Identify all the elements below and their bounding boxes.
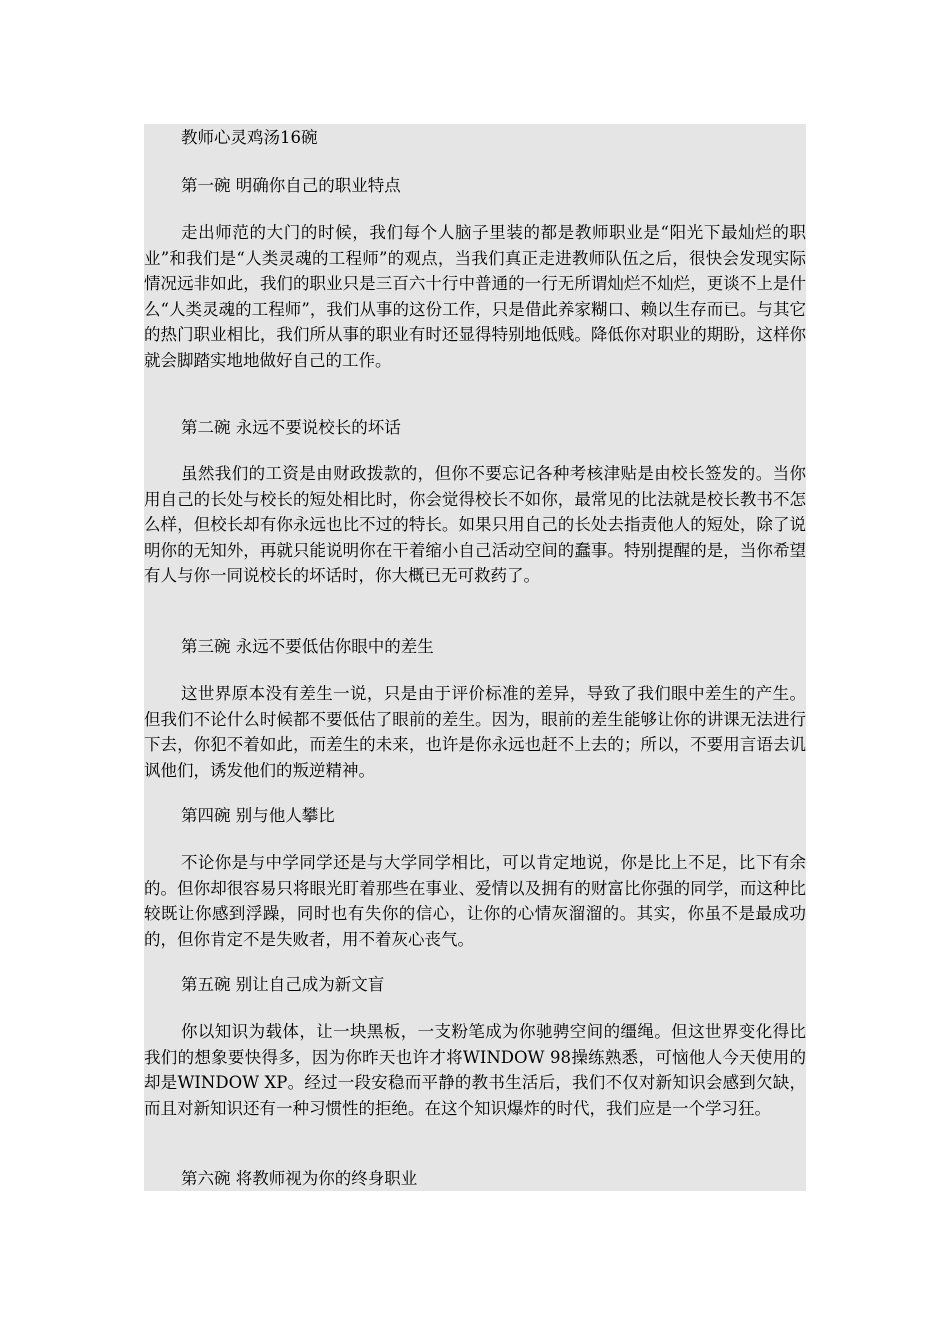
section-3-heading: 第三碗 永远不要低估你眼中的差生 [181,637,434,656]
document-title: 教师心灵鸡汤16碗 [181,128,318,147]
section-4-heading: 第四碗 别与他人攀比 [181,806,335,825]
section-1-heading: 第一碗 明确你自己的职业特点 [181,176,401,195]
section-5-body: 你以知识为载体，让一块黑板，一支粉笔成为你驰骋空间的缰绳。但这世界变化得比我们的想象要快得多，因为你昨天也许才将WINDOW 98操练熟悉，可恼他人今天使用的却是WINDOW XP。经过一段安稳而平静的教书生活后，我们不仅对新知识会感到欠缺，而且对新知识还有一种习惯性的拒绝。在这个知识爆炸的时代，我们应是一个学习狂。 [144,1022,806,1118]
section-4-body: 不论你是与中学同学还是与大学同学相比，可以肯定地说，你是比上不足，比下有余的。但你却很容易只将眼光盯着那些在事业、爱情以及拥有的财富比你强的同学，而这种比较既让你感到浮躁，同时也有失你的信心，让你的心情灰溜溜的。其实，你虽不是最成功的，但你肯定不是失败者，用不着灰心丧气。 [144,853,806,949]
section-3-body: 这世界原本没有差生一说，只是由于评价标准的差异，导致了我们眼中差生的产生。但我们不论什么时候都不要低估了眼前的差生。因为，眼前的差生能够让你的讲课无法进行下去，你犯不着如此，而差生的未来，也许是你永远也赶不上去的；所以，不要用言语去讥讽他们，诱发他们的叛逆精神。 [144,684,806,780]
section-1-body: 走出师范的大门的时候，我们每个人脑子里装的都是教师职业是“阳光下最灿烂的职业”和我们是“人类灵魂的工程师”的观点，当我们真正走进教师队伍之后，很快会发现实际情况远非如此，我们的职业只是三百六十行中普通的一行无所谓灿烂不灿烂，更谈不上是什么“人类灵魂的工程师”，我们从事的这份工作，只是借此养家糊口、赖以生存而已。与其它的热门职业相比，我们所从事的职业有时还显得特别地低贱。降低你对职业的期盼，这样你就会脚踏实地地做好自己的工作。 [144,223,806,370]
section-2-body: 虽然我们的工资是由财政拨款的，但你不要忘记各种考核津贴是由校长签发的。当你用自己的长处与校长的短处相比时，你会觉得校长不如你，最常见的比法就是校长教书不怎么样，但校长却有你永远也比不过的特长。如果只用自己的长处去指责他人的短处，除了说明你的无知外，再就只能说明你在干着缩小自己活动空间的蠢事。特别提醒的是，当你希望有人与你一同说校长的坏话时，你大概已无可救药了。 [144,464,806,585]
section-2-heading: 第二碗 永远不要说校长的坏话 [181,418,401,437]
section-5-heading: 第五碗 别让自己成为新文盲 [181,975,385,994]
section-6-heading: 第六碗 将教师视为你的终身职业 [181,1169,418,1188]
document-body [144,124,806,1191]
